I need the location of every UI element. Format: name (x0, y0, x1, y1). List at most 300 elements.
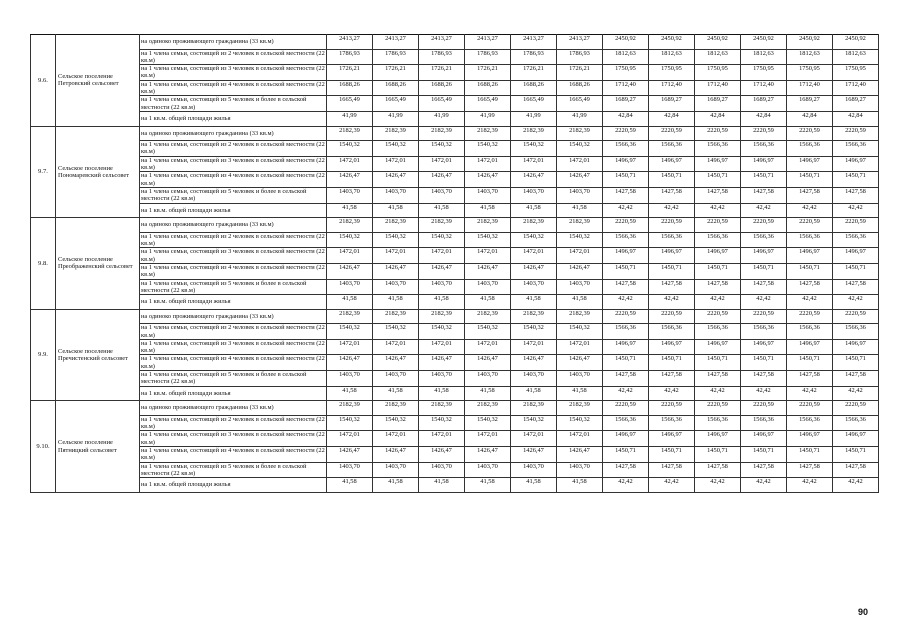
value-cell: 1688,26 (373, 80, 419, 96)
row-description: на 1 члена семьи, состоящей из 5 человек и более в сельской местности (22 кв.м) (140, 96, 327, 112)
value-cell: 1688,26 (557, 80, 603, 96)
value-cell: 1566,36 (741, 141, 787, 157)
group-index: 9.9. (31, 309, 56, 401)
value-cell: 42,42 (649, 478, 695, 493)
value-cell: 1403,70 (327, 187, 373, 203)
row-description: на 1 члена семьи, состоящей из 5 человек и более в сельской местности (22 кв.м) (140, 279, 327, 295)
value-cell: 2220,59 (741, 218, 787, 233)
table-row (31, 462, 879, 478)
row-description: на 1 члена семьи, состоящей из 3 человек в сельской местности (22 кв.м) (141, 65, 325, 80)
value-cell: 1427,58 (787, 371, 833, 387)
value-cell: 1566,36 (603, 415, 649, 431)
table-row (31, 111, 879, 126)
value-cell: 1566,36 (787, 415, 833, 431)
value-cell: 1496,97 (695, 156, 741, 172)
value-cell: 1540,32 (465, 141, 511, 157)
value-cell: 1496,97 (649, 156, 695, 172)
value-cell: 1665,49 (373, 96, 419, 112)
value-cell: 1712,40 (649, 80, 695, 96)
value-cell: 42,42 (695, 203, 741, 218)
table-row (31, 35, 879, 50)
value-cell: 1450,71 (787, 263, 833, 279)
value-cell: 2182,39 (327, 218, 373, 233)
value-cell: 1540,32 (557, 324, 603, 340)
row-description: на 1 члена семьи, состоящей из 4 человек в сельской местности (22 кв.м) (141, 172, 325, 187)
row-description: на 1 члена семьи, состоящей из 3 человек в сельской местности (22 кв.м) (141, 339, 325, 355)
value-cell: 1689,27 (695, 96, 741, 112)
value-cell: 41,58 (511, 203, 557, 218)
value-cell: 2182,39 (419, 218, 465, 233)
row-description: на 1 члена семьи, состоящей из 4 человек в сельской местности (22 кв.м) (141, 447, 325, 462)
value-cell: 1750,95 (787, 65, 833, 81)
value-cell: 1665,49 (327, 96, 373, 112)
value-cell: 1496,97 (695, 248, 741, 264)
value-cell: 2182,39 (419, 309, 465, 324)
value-cell: 1450,71 (833, 263, 879, 279)
value-cell: 1540,32 (557, 141, 603, 157)
value-cell: 41,58 (373, 203, 419, 218)
value-cell: 2450,92 (741, 35, 787, 50)
value-cell: 1403,70 (557, 279, 603, 295)
value-cell: 2182,39 (465, 401, 511, 416)
value-cell: 1450,71 (649, 263, 695, 279)
value-cell: 1450,71 (833, 355, 879, 371)
value-cell: 1496,97 (741, 156, 787, 172)
value-cell: 2220,59 (787, 401, 833, 416)
value-cell: 42,42 (649, 203, 695, 218)
value-cell: 1496,97 (603, 156, 649, 172)
value-cell: 1450,71 (695, 172, 741, 188)
value-cell: 42,42 (833, 478, 879, 493)
value-cell: 42,84 (741, 111, 787, 126)
value-cell: 1472,01 (511, 156, 557, 172)
value-cell: 1540,32 (465, 324, 511, 340)
value-cell: 1450,71 (741, 263, 787, 279)
value-cell: 1540,32 (419, 324, 465, 340)
table-row (31, 248, 879, 264)
value-cell: 1403,70 (511, 462, 557, 478)
value-cell: 2182,39 (511, 401, 557, 416)
value-cell: 1712,40 (741, 80, 787, 96)
value-cell: 2182,39 (511, 218, 557, 233)
value-cell: 1450,71 (695, 447, 741, 463)
value-cell: 1472,01 (557, 156, 603, 172)
value-cell: 1472,01 (327, 431, 373, 447)
value-cell: 1566,36 (603, 324, 649, 340)
value-cell: 1566,36 (649, 141, 695, 157)
value-cell: 1726,21 (511, 65, 557, 81)
value-cell: 2220,59 (833, 218, 879, 233)
value-cell: 1427,58 (833, 279, 879, 295)
row-description: на одиноко проживающего гражданина (33 кв.м) (140, 126, 327, 141)
value-cell: 2182,39 (373, 309, 419, 324)
value-cell: 1712,40 (603, 80, 649, 96)
value-cell: 1472,01 (557, 431, 603, 447)
value-cell: 2220,59 (741, 309, 787, 324)
value-cell: 41,99 (557, 111, 603, 126)
value-cell: 1403,70 (511, 279, 557, 295)
value-cell: 1427,58 (603, 371, 649, 387)
value-cell: 1472,01 (557, 339, 603, 355)
value-cell: 42,42 (833, 203, 879, 218)
value-cell: 42,42 (787, 203, 833, 218)
value-cell: 2413,27 (419, 35, 465, 50)
value-cell: 1426,47 (419, 447, 465, 463)
value-cell: 1472,01 (419, 431, 465, 447)
value-cell: 2182,39 (327, 126, 373, 141)
value-cell: 1472,01 (511, 248, 557, 264)
value-cell: 2220,59 (787, 309, 833, 324)
value-cell: 1726,21 (419, 65, 465, 81)
value-cell: 1689,27 (741, 96, 787, 112)
table-row (31, 371, 879, 387)
value-cell: 1472,01 (419, 156, 465, 172)
value-cell: 1403,70 (327, 279, 373, 295)
value-cell: 1665,49 (465, 96, 511, 112)
value-cell: 1403,70 (373, 279, 419, 295)
value-cell: 42,42 (695, 386, 741, 401)
table-row (31, 203, 879, 218)
value-cell: 1712,40 (695, 80, 741, 96)
value-cell: 2450,92 (603, 35, 649, 50)
value-cell: 42,42 (603, 478, 649, 493)
value-cell: 41,58 (511, 386, 557, 401)
value-cell: 2182,39 (419, 126, 465, 141)
value-cell: 1426,47 (511, 447, 557, 463)
value-cell: 2182,39 (373, 218, 419, 233)
value-cell: 1427,58 (695, 187, 741, 203)
value-cell: 1426,47 (373, 172, 419, 188)
value-cell: 41,58 (327, 295, 373, 310)
value-cell: 1426,47 (373, 263, 419, 279)
value-cell: 1750,95 (649, 65, 695, 81)
value-cell: 1403,70 (511, 371, 557, 387)
value-cell: 1472,01 (465, 156, 511, 172)
value-cell: 1688,26 (327, 80, 373, 96)
value-cell: 42,84 (603, 111, 649, 126)
row-description: на 1 кв.м. общей площади жилья (140, 386, 327, 401)
value-cell: 1566,36 (741, 232, 787, 248)
value-cell: 1472,01 (419, 248, 465, 264)
page-number: 90 (858, 607, 869, 617)
value-cell: 1540,32 (557, 415, 603, 431)
table-row (31, 172, 879, 188)
value-cell: 42,84 (833, 111, 879, 126)
value-cell: 1540,32 (373, 232, 419, 248)
value-cell: 1426,47 (465, 172, 511, 188)
value-cell: 2182,39 (557, 126, 603, 141)
value-cell: 2182,39 (465, 218, 511, 233)
value-cell: 1726,21 (557, 65, 603, 81)
value-cell: 1472,01 (419, 339, 465, 355)
value-cell: 1426,47 (557, 263, 603, 279)
value-cell: 1403,70 (465, 371, 511, 387)
value-cell: 1450,71 (649, 355, 695, 371)
value-cell: 1403,70 (327, 462, 373, 478)
row-description: на 1 кв.м. общей площади жилья (140, 478, 327, 493)
value-cell: 41,58 (419, 386, 465, 401)
value-cell: 1403,70 (557, 187, 603, 203)
value-cell: 1427,58 (787, 462, 833, 478)
value-cell: 1427,58 (603, 279, 649, 295)
value-cell: 42,42 (741, 203, 787, 218)
value-cell: 1496,97 (787, 339, 833, 355)
value-cell: 1427,58 (649, 187, 695, 203)
value-cell: 2220,59 (695, 309, 741, 324)
value-cell: 42,42 (695, 478, 741, 493)
value-cell: 1496,97 (649, 339, 695, 355)
value-cell: 1496,97 (741, 248, 787, 264)
value-cell: 1427,58 (741, 371, 787, 387)
row-description: на одиноко проживающего гражданина (33 кв.м) (140, 218, 327, 233)
value-cell: 1566,36 (787, 324, 833, 340)
value-cell: 2220,59 (695, 218, 741, 233)
value-cell: 1450,71 (603, 355, 649, 371)
value-cell: 2450,92 (695, 35, 741, 50)
value-cell: 1450,71 (603, 172, 649, 188)
value-cell: 2220,59 (649, 218, 695, 233)
value-cell: 42,42 (649, 295, 695, 310)
value-cell: 1496,97 (603, 431, 649, 447)
value-cell: 2220,59 (695, 401, 741, 416)
value-cell: 1496,97 (603, 248, 649, 264)
value-cell: 42,42 (603, 386, 649, 401)
value-cell: 1450,71 (787, 355, 833, 371)
value-cell: 1665,49 (511, 96, 557, 112)
value-cell: 1426,47 (557, 447, 603, 463)
table-row (31, 218, 879, 233)
value-cell: 1566,36 (833, 141, 879, 157)
value-cell: 1540,32 (327, 141, 373, 157)
group-index: 9.10. (31, 401, 56, 493)
value-cell: 1403,70 (373, 371, 419, 387)
tariff-table (30, 34, 879, 493)
value-cell: 1540,32 (511, 415, 557, 431)
value-cell: 1566,36 (787, 232, 833, 248)
value-cell: 1450,71 (741, 355, 787, 371)
value-cell: 1540,32 (419, 232, 465, 248)
value-cell: 1496,97 (787, 431, 833, 447)
value-cell: 2220,59 (603, 401, 649, 416)
value-cell: 1450,71 (603, 263, 649, 279)
value-cell: 41,99 (511, 111, 557, 126)
value-cell: 1750,95 (603, 65, 649, 81)
table-row (31, 141, 879, 157)
value-cell: 1812,63 (741, 49, 787, 65)
settlement-name: Сельское поселение Пречистенский сельсовет (56, 309, 140, 401)
value-cell: 1566,36 (833, 324, 879, 340)
value-cell: 2220,59 (649, 126, 695, 141)
value-cell: 1450,71 (603, 447, 649, 463)
value-cell: 41,58 (557, 295, 603, 310)
table-row (31, 279, 879, 295)
value-cell: 41,99 (373, 111, 419, 126)
value-cell: 2220,59 (741, 401, 787, 416)
value-cell: 41,58 (511, 295, 557, 310)
value-cell: 1540,32 (511, 324, 557, 340)
value-cell: 2413,27 (557, 35, 603, 50)
value-cell: 1540,32 (327, 324, 373, 340)
value-cell: 1812,63 (603, 49, 649, 65)
value-cell: 42,84 (649, 111, 695, 126)
value-cell: 1426,47 (419, 263, 465, 279)
group-index: 9.8. (31, 218, 56, 310)
value-cell: 1750,95 (833, 65, 879, 81)
value-cell: 1566,36 (833, 232, 879, 248)
table-row (31, 478, 879, 493)
value-cell: 41,58 (465, 295, 511, 310)
value-cell: 1496,97 (833, 339, 879, 355)
value-cell: 2182,39 (373, 126, 419, 141)
value-cell: 1427,58 (603, 187, 649, 203)
group-index: 9.7. (31, 126, 56, 218)
value-cell: 42,42 (787, 295, 833, 310)
value-cell: 2220,59 (695, 126, 741, 141)
settlement-name: Сельское поселение Пономаревский сельсовет (56, 126, 140, 218)
value-cell: 1426,47 (419, 355, 465, 371)
value-cell: 2220,59 (741, 126, 787, 141)
value-cell: 1540,32 (327, 415, 373, 431)
value-cell: 1540,32 (419, 141, 465, 157)
value-cell: 1427,58 (695, 279, 741, 295)
value-cell: 1426,47 (327, 263, 373, 279)
value-cell: 42,42 (603, 203, 649, 218)
settlement-name: Сельское поселение Петровский сельсовет (56, 35, 140, 127)
value-cell: 1427,58 (695, 462, 741, 478)
row-description: на 1 члена семьи, состоящей из 4 человек в сельской местности (22 кв.м) (141, 355, 325, 370)
value-cell: 1426,47 (557, 172, 603, 188)
value-cell: 1812,63 (787, 49, 833, 65)
value-cell: 1426,47 (419, 172, 465, 188)
value-cell: 1472,01 (327, 339, 373, 355)
value-cell: 1540,32 (419, 415, 465, 431)
value-cell: 1450,71 (695, 355, 741, 371)
value-cell: 41,58 (557, 203, 603, 218)
value-cell: 2220,59 (649, 309, 695, 324)
value-cell: 1403,70 (465, 279, 511, 295)
value-cell: 1540,32 (465, 232, 511, 248)
value-cell: 1712,40 (787, 80, 833, 96)
value-cell: 1450,71 (649, 447, 695, 463)
group-index: 9.6. (31, 35, 56, 127)
value-cell: 2182,39 (373, 401, 419, 416)
value-cell: 1726,21 (465, 65, 511, 81)
value-cell: 41,58 (327, 478, 373, 493)
value-cell: 1566,36 (695, 232, 741, 248)
value-cell: 41,58 (373, 386, 419, 401)
row-description: на 1 члена семьи, состоящей из 2 человек в сельской местности (22 кв.м) (141, 415, 325, 431)
value-cell: 42,42 (741, 478, 787, 493)
value-cell: 2182,39 (327, 401, 373, 416)
table-row (31, 126, 879, 141)
table-row (31, 156, 879, 172)
value-cell: 1496,97 (695, 431, 741, 447)
value-cell: 1472,01 (327, 156, 373, 172)
table-row (31, 431, 879, 447)
value-cell: 2220,59 (603, 126, 649, 141)
value-cell: 1566,36 (833, 415, 879, 431)
value-cell: 1472,01 (511, 339, 557, 355)
value-cell: 1566,36 (695, 324, 741, 340)
value-cell: 1540,32 (373, 324, 419, 340)
tariff-table-body (31, 35, 879, 493)
row-description: на 1 члена семьи, состоящей из 5 человек и более в сельской местности (22 кв.м) (140, 187, 327, 203)
value-cell: 42,42 (741, 295, 787, 310)
row-description: на 1 члена семьи, состоящей из 2 человек в сельской местности (22 кв.м) (141, 141, 325, 156)
value-cell: 1566,36 (695, 141, 741, 157)
value-cell: 1426,47 (373, 447, 419, 463)
value-cell: 1426,47 (327, 172, 373, 188)
table-row (31, 415, 879, 431)
value-cell: 1472,01 (465, 339, 511, 355)
value-cell: 1689,27 (787, 96, 833, 112)
value-cell: 1566,36 (649, 324, 695, 340)
value-cell: 1427,58 (741, 279, 787, 295)
value-cell: 1450,71 (695, 263, 741, 279)
value-cell: 2220,59 (787, 126, 833, 141)
value-cell: 1403,70 (373, 462, 419, 478)
value-cell: 1750,95 (695, 65, 741, 81)
row-description: на 1 кв.м. общей площади жилья (140, 203, 327, 218)
value-cell: 1496,97 (787, 248, 833, 264)
settlement-name: Сельское поселение Пятницкий сельсовет (56, 401, 140, 493)
value-cell: 1426,47 (557, 355, 603, 371)
table-row (31, 324, 879, 340)
value-cell: 1427,58 (649, 462, 695, 478)
value-cell: 2450,92 (833, 35, 879, 50)
value-cell: 2182,39 (419, 401, 465, 416)
value-cell: 1496,97 (741, 339, 787, 355)
value-cell: 1472,01 (373, 248, 419, 264)
value-cell: 1427,58 (833, 371, 879, 387)
value-cell: 1427,58 (741, 187, 787, 203)
value-cell: 1688,26 (465, 80, 511, 96)
value-cell: 2413,27 (327, 35, 373, 50)
value-cell: 1450,71 (787, 447, 833, 463)
value-cell: 1427,58 (603, 462, 649, 478)
value-cell: 1427,58 (833, 462, 879, 478)
row-description: на 1 члена семьи, состоящей из 5 человек и более в сельской местности (22 кв.м) (140, 371, 327, 387)
value-cell: 41,58 (327, 203, 373, 218)
row-description: на 1 кв.м. общей площади жилья (140, 111, 327, 126)
value-cell: 1496,97 (603, 339, 649, 355)
row-description: на 1 члена семьи, состоящей из 3 человек в сельской местности (22 кв.м) (141, 248, 325, 263)
row-description: на 1 члена семьи, состоящей из 4 человек в сельской местности (22 кв.м) (141, 263, 325, 279)
value-cell: 1689,27 (833, 96, 879, 112)
value-cell: 1426,47 (373, 355, 419, 371)
table-row (31, 96, 879, 112)
value-cell: 1472,01 (327, 248, 373, 264)
value-cell: 1688,26 (419, 80, 465, 96)
value-cell: 1688,26 (511, 80, 557, 96)
value-cell: 1427,58 (649, 371, 695, 387)
table-row (31, 447, 879, 463)
value-cell: 1403,70 (465, 462, 511, 478)
value-cell: 1786,93 (419, 49, 465, 65)
value-cell: 1472,01 (465, 248, 511, 264)
value-cell: 1689,27 (649, 96, 695, 112)
value-cell: 41,58 (465, 386, 511, 401)
value-cell: 41,58 (465, 478, 511, 493)
value-cell: 1450,71 (833, 447, 879, 463)
value-cell: 1403,70 (419, 371, 465, 387)
row-description: на одиноко проживающего гражданина (33 кв.м) (140, 309, 327, 324)
value-cell: 2220,59 (833, 401, 879, 416)
value-cell: 2220,59 (603, 309, 649, 324)
value-cell: 1689,27 (603, 96, 649, 112)
value-cell: 1540,32 (511, 232, 557, 248)
value-cell: 2182,39 (557, 401, 603, 416)
